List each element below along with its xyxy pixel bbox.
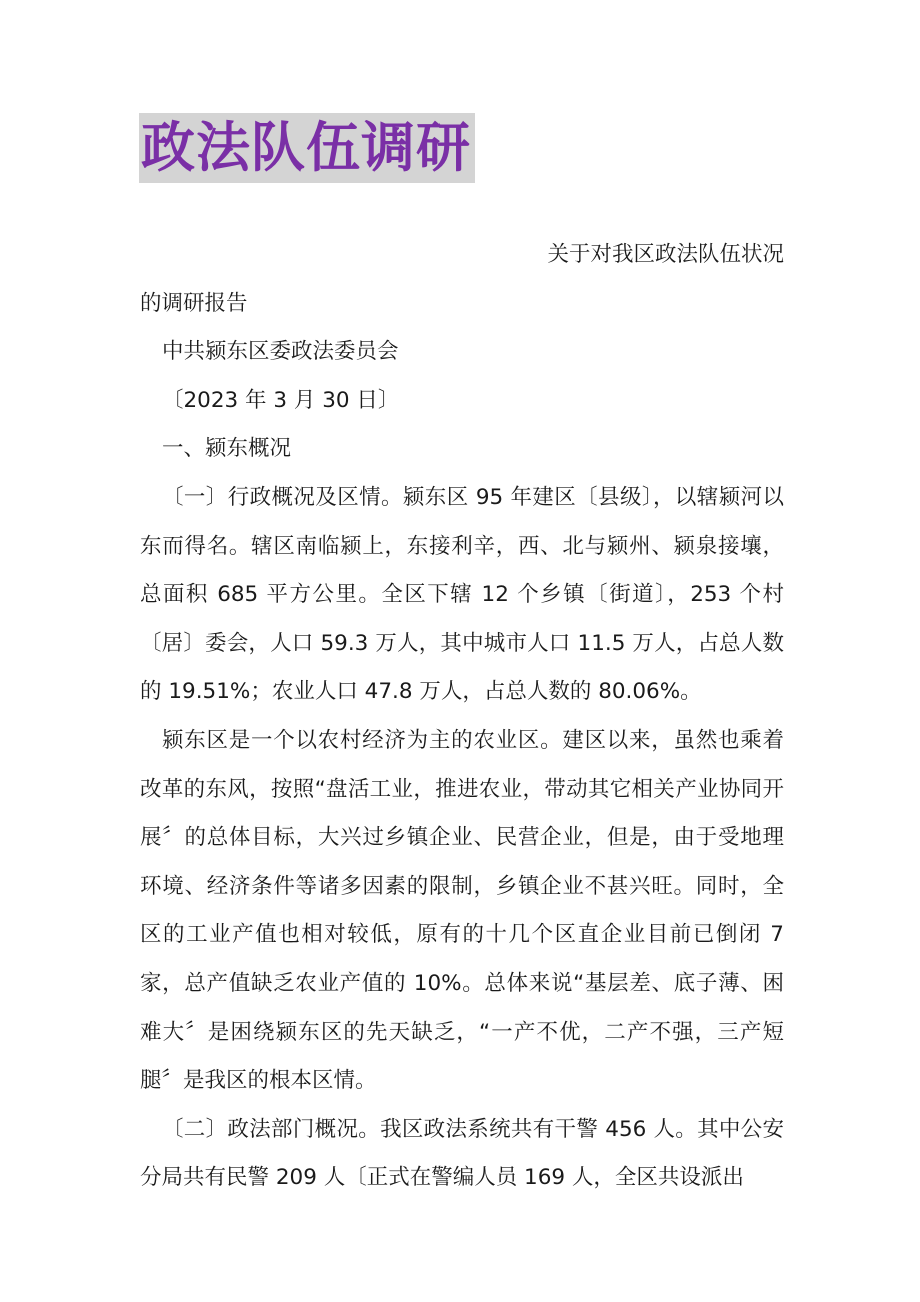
report-subtitle-line-1: 关于对我区政法队伍状况 [547, 242, 784, 267]
paragraph-legal-department-overview: 〔二〕政法部门概况。我区政法系统共有干警 456 人。其中公安分局共有民警 209 人〔正式在警编人员 169 人，全区共设派出 [140, 1116, 784, 1191]
paragraph-economic-overview: 颍东区是一个以农村经济为主的农业区。建区以来，虽然也乘着改革的东风，按照“盘活工业，推进农业，带动其它相关产业协同开展〞的总体目标，大兴过乡镇企业、民营企业，但是，由于受地理环境、经济条件等诸多因素的限制，乡镇企业不甚兴旺。同时，全区的工业产值也相对较低，原有的十几个区直企业目前已倒闭 7 家，总产值缺乏农业产值的 10%。总体来说“基层差、底子薄、困难大〞是困绕颍东区的先天缺乏，“一产不优，二产不强，三产短腿〞是我区的根本区情。 [140, 727, 784, 1094]
date-line: 〔2023 年 3 月 30 日〕 [162, 387, 400, 413]
document-body [140, 231, 784, 1203]
report-subtitle-line-2: 的调研报告 [140, 290, 248, 316]
section-heading: 一、颍东概况 [162, 436, 292, 462]
document-title: 政法队伍调研 [139, 113, 475, 183]
author-line: 中共颍东区委政法委员会 [162, 339, 399, 365]
paragraph-administrative-overview: 〔一〕行政概况及区情。颍东区 95 年建区〔县级〕，以辖颍河以东而得名。辖区南临颍上，东接利辛，西、北与颍州、颍泉接壤，总面积 685 平方公里。全区下辖 12 个乡镇〔街道〕，253 个村〔居〕委会，人口 59.3 万人，其中城市人口 11.5 万人，占总人数的 19.51%；农业人口 47.8 万人，占总人数的 80.06%。 [140, 484, 784, 705]
